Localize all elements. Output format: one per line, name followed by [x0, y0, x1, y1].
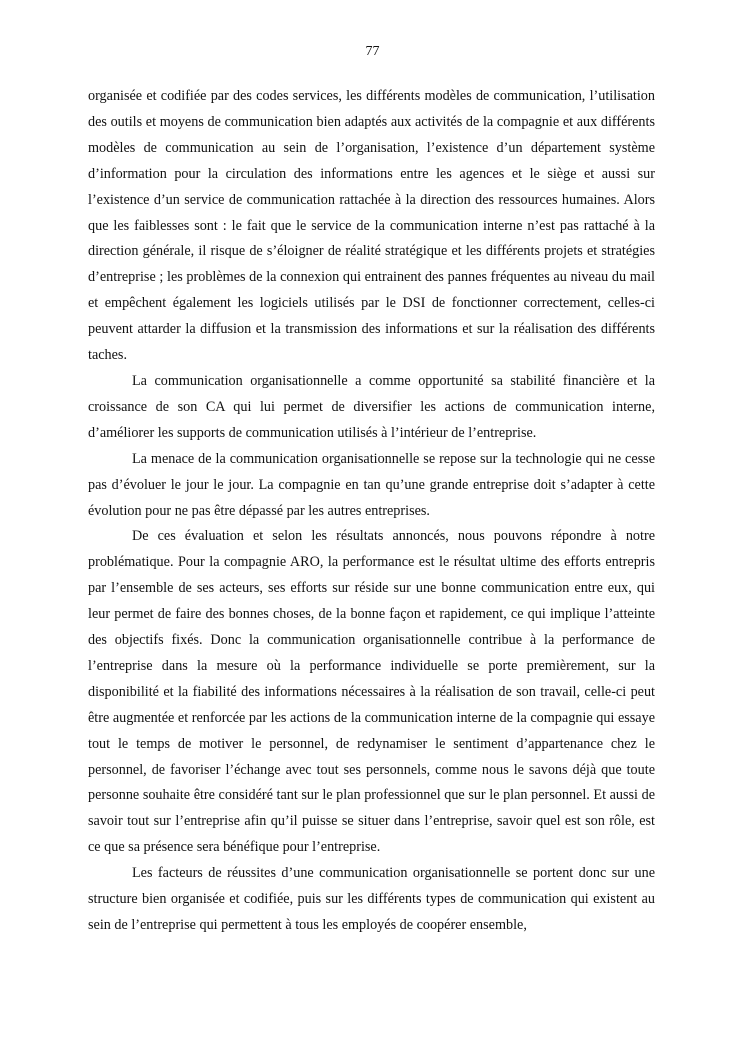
paragraph-continuation: organisée et codifiée par des codes services, les différents modèles de communication, l’utilisation des outils et moyens de communication bien adaptés aux activités de la compagnie et aux différents modèles de communication au sein de l’organisation, l’existence d’un département système d’information pour la circulation des informations entre les agences et le siège et aussi sur l’existence d’un service de communication rattachée à la direction des ressources humaines. Alors que les faiblesses sont : le fait que le service de la communication interne n’est pas rattaché à la direction générale, il risque de s’éloigner de réalité stratégique et les différents projets et stratégies d’entreprise ; les problèmes de la connexion qui entrainent des pannes fréquentes au niveau du mail et empêchent également les logiciels utilisés par le DSI de fonctionner correctement, celles-ci peuvent attarder la diffusion et la transmission des informations et sur la réalisation des différents taches. [88, 88, 655, 364]
body-text [88, 84, 655, 939]
paragraph-opportunity: La communication organisationnelle a comme opportunité sa stabilité financière et la croissance de son CA qui lui permet de diversifier les actions de communication interne, d’améliorer les supports de communication utilisés à l’intérieur de l’entreprise. [88, 372, 655, 441]
paragraph-evaluation: De ces évaluation et selon les résultats annoncés, nous pouvons répondre à notre problématique. Pour la compagnie ARO, la performance est le résultat ultime des efforts entrepris par l’ensemble de ses acteurs, ses efforts sur réside sur une bonne communication entre eux, qui leur permet de faire des bonnes choses, de la bonne façon et rapidement, ce qui implique l’atteinte des objectifs fixés. Donc la communication organisationnelle contribue à la performance de l’entreprise dans la mesure où la performance individuelle se porte premièrement, sur la disponibilité et la fiabilité des informations nécessaires à la réalisation de son travail, celle-ci peut être augmentée et renforcée par les actions de la communication interne de la compagnie qui essaye tout le temps de motiver le personnel, de redynamiser le sentiment d’appartenance chez le personnel, de favoriser l’échange avec tout ses personnels, comme nous le savons déjà que toute personne souhaite être considéré tant sur le plan professionnel que sur le plan personnel. Et aussi de savoir tout sur l’entreprise afin qu’il puisse se situer dans l’entreprise, savoir quel est son rôle, est ce que sa présence sera bénéfique pour l’entreprise. [88, 528, 655, 856]
paragraph-threat: La menace de la communication organisationnelle se repose sur la technologie qui ne cesse pas d’évoluer le jour le jour. La compagnie en tan qu’une grande entreprise doit s’adapter à cette évolution pour ne pas être dépassé par les autres entreprises. [88, 450, 655, 519]
page-number: 77 [365, 44, 380, 59]
paragraph-success-factors: Les facteurs de réussites d’une communication organisationnelle se portent donc sur une structure bien organisée et codifiée, puis sur les différents types de communication qui existent au sein de l’entreprise qui permettent à tous les employés de coopérer ensemble, [88, 865, 655, 933]
